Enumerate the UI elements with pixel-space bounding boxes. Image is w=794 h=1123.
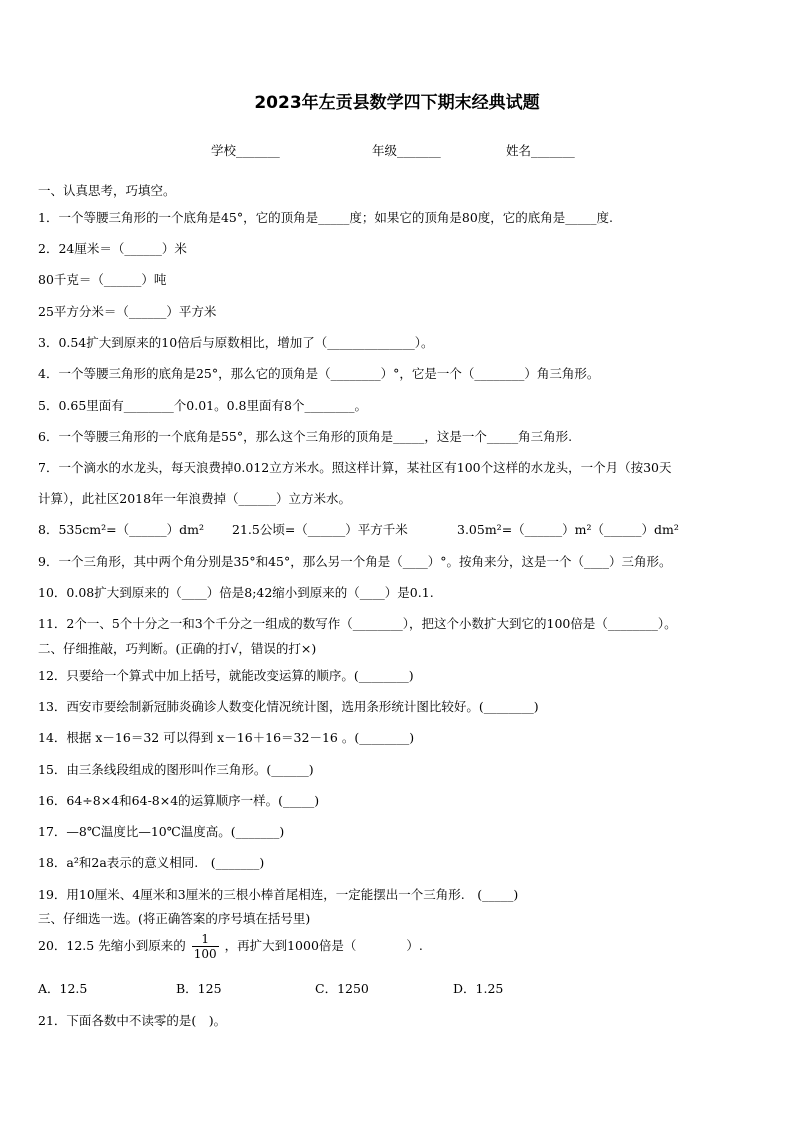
question-2a: 2．24厘米＝（______）米 [38, 241, 187, 256]
question-13: 13．西安市要绘制新冠肺炎确诊人数变化情况统计图，选用条形统计图比较好。(________) [38, 699, 539, 714]
question-18: 18．a²和2a表示的意义相同. (_______) [38, 855, 265, 870]
fraction [192, 932, 219, 961]
question-20-prefix: 20．12.5 先缩小到原来的 [38, 938, 186, 953]
question-10: 10．0.08扩大到原来的（____）倍是8;42缩小到原来的（____）是0.1. [38, 585, 434, 600]
question-8-part2: 21.5公顷=（______）平方千米 [232, 522, 408, 537]
option-a: A．12.5 [38, 981, 88, 996]
question-1: 1．一个等腰三角形的一个底角是45°，它的顶角是_____度；如果它的顶角是80度，它的底角是_____度. [38, 210, 613, 225]
question-2c: 25平方分米＝（______）平方米 [38, 304, 217, 319]
section-heading-3: 三、仔细选一选。(将正确答案的序号填在括号里) [38, 911, 311, 926]
question-7-line2: 计算），此社区2018年一年浪费掉（______）立方米水。 [38, 491, 352, 506]
question-14: 14．根据 x－16＝32 可以得到 x－16＋16＝32－16 。(________) [38, 730, 415, 745]
section-heading-2: 二、仔细推敲，巧判断。(正确的打√，错误的打×) [38, 641, 317, 656]
question-20-suffix: ，再扩大到1000倍是（ ）. [224, 938, 423, 953]
page-title: 2023年左贡县数学四下期末经典试题 [254, 93, 540, 113]
school-field: 学校_______ [211, 143, 280, 158]
question-5: 5．0.65里面有________个0.01。0.8里面有8个________。 [38, 398, 367, 413]
question-15: 15．由三条线段组成的图形叫作三角形。(______) [38, 762, 314, 777]
question-12: 12．只要给一个算式中加上括号，就能改变运算的顺序。(________) [38, 668, 414, 683]
name-field: 姓名_______ [506, 143, 575, 158]
question-17: 17．—8℃温度比—10℃温度高。(_______) [38, 824, 285, 839]
question-3: 3．0.54扩大到原来的10倍后与原数相比，增加了（______________）。 [38, 335, 434, 350]
question-6: 6．一个等腰三角形的一个底角是55°，那么这个三角形的顶角是_____，这是一个_____角三角形. [38, 429, 573, 444]
question-8-part3: 3.05m²=（______）m²（______）dm² [457, 522, 679, 537]
section-heading-1: 一、认真思考，巧填空。 [38, 183, 176, 198]
grade-field: 年级_______ [372, 143, 441, 158]
question-8-part1: 8．535cm²=（______）dm² [38, 522, 205, 537]
question-11: 11．2个一、5个十分之一和3个千分之一组成的数写作（________），把这个小数扩大到它的100倍是（________）。 [38, 616, 677, 631]
question-20 [38, 932, 423, 961]
question-4: 4．一个等腰三角形的底角是25°，那么它的顶角是（________）°，它是一个（________）角三角形。 [38, 366, 600, 381]
fraction-numerator: 1 [192, 932, 219, 947]
question-19: 19．用10厘米、4厘米和3厘米的三根小棒首尾相连，一定能摆出一个三角形. (_____) [38, 887, 519, 902]
question-7-line1: 7．一个滴水的水龙头，每天浪费掉0.012立方米水。照这样计算，某社区有100个这样的水龙头，一个月（按30天 [38, 460, 672, 475]
question-21: 21．下面各数中不读零的是( )。 [38, 1013, 227, 1028]
question-2b: 80千克＝（______）吨 [38, 272, 167, 287]
question-9: 9．一个三角形，其中两个角分别是35°和45°，那么另一个角是（____）°。按角来分，这是一个（____）三角形。 [38, 554, 672, 569]
option-d: D．1.25 [453, 981, 504, 996]
question-16: 16．64÷8×4和64-8×4的运算顺序一样。(_____) [38, 793, 320, 808]
option-c: C．1250 [315, 981, 369, 996]
option-b: B．125 [176, 981, 222, 996]
fraction-denominator: 100 [193, 947, 217, 961]
